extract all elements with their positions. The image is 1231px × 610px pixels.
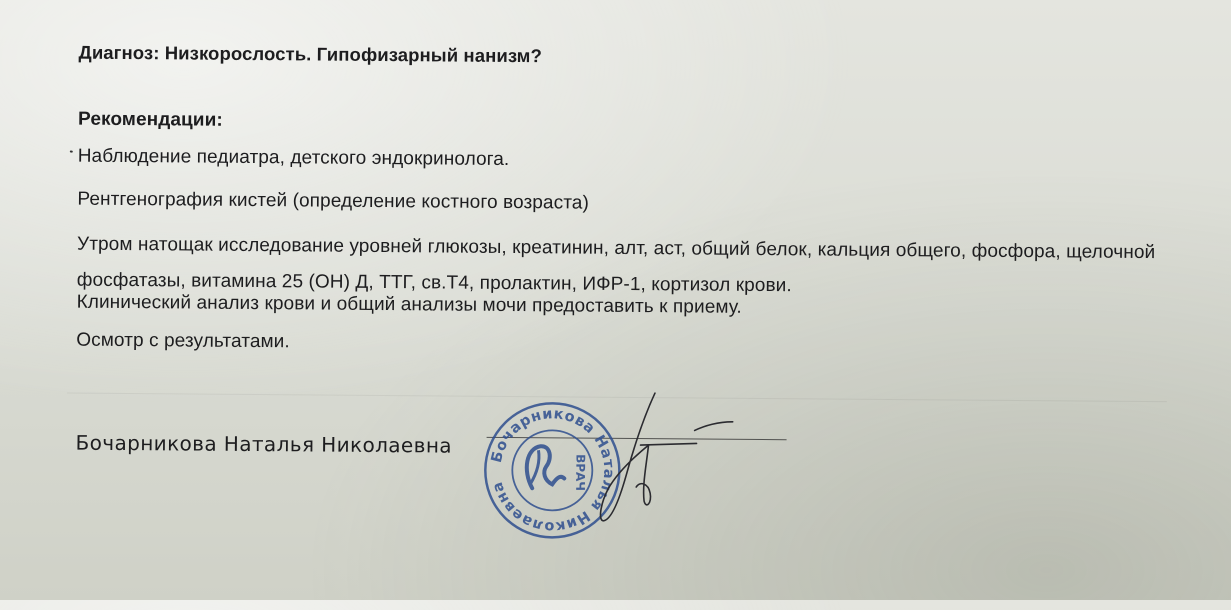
- recommendations-heading: Рекомендации:: [77, 108, 223, 131]
- handwritten-signature: [586, 385, 767, 526]
- recommendation-item: Утром натощак исследование уровней глюкозы, креатинин, алт, аст, общий белок, кальция общего, фосфора, щелочной фосфатазы, витамина 25 (ОН) Д, ТТГ, св.Т4, пролактин, ИФР-1, кортизол крови.: [76, 233, 1156, 297]
- stamp-inner-text: ВРАЧ: [573, 454, 588, 492]
- recommendation-item: Наблюдение педиатра, детского эндокринолога.: [77, 145, 510, 171]
- recommendation-item: Клинический анализ крови и общий анализы мочи предоставить к приему.: [76, 291, 742, 318]
- recommendation-item: Рентгенография кистей (определение костного возраста): [77, 188, 590, 214]
- diagnosis-line: Диагноз: Низкорослость. Гипофизарный нанизм?: [78, 41, 542, 67]
- stamp-emblem-icon: [527, 446, 565, 488]
- stamp-outer-text: Бочарникова Наталья Николаевна: [488, 406, 617, 535]
- paper-speck: [70, 151, 73, 153]
- recommendation-item: Осмотр с результатами.: [76, 329, 290, 353]
- signer-name: Бочарникова Наталья Николаевна: [75, 430, 453, 458]
